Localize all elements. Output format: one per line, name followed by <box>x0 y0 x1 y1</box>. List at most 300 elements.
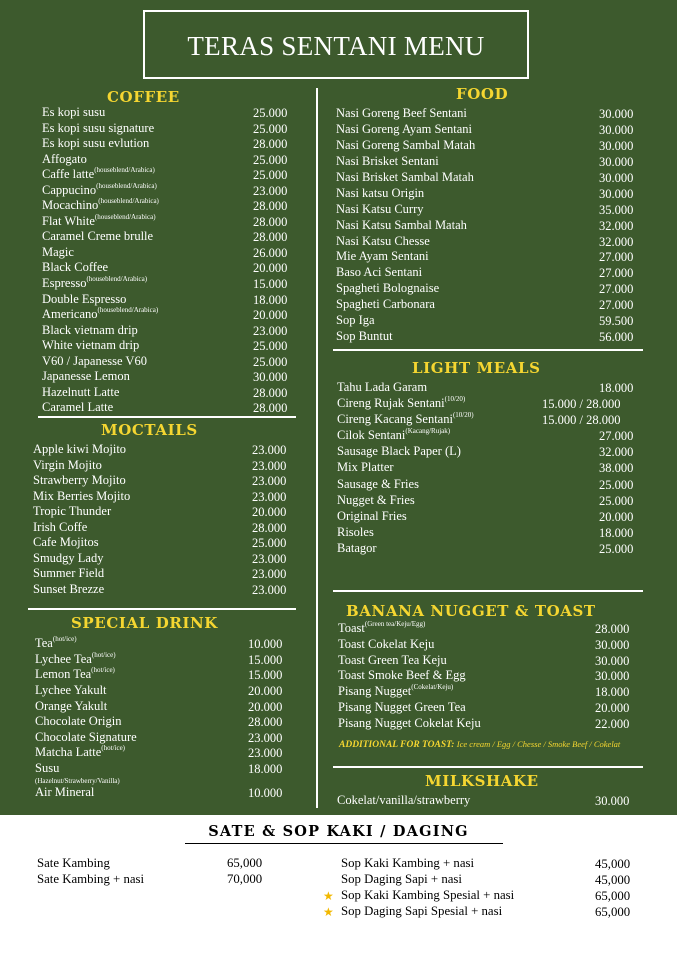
menu-item-price: 20.000 <box>253 308 288 323</box>
menu-item-price: 15.000 <box>248 668 283 683</box>
item-name-text: White vietnam drip <box>42 338 140 353</box>
item-name-text: Sunset Brezze <box>33 581 105 596</box>
item-name-text: Mocachino <box>42 198 99 213</box>
menu-item-price: 23.000 <box>248 730 283 745</box>
sop-item: Sop Kaki Kambing Spesial + nasi <box>341 888 515 902</box>
menu-item-name <box>337 508 407 524</box>
menu-item-name <box>35 636 77 652</box>
menu-item <box>337 459 644 475</box>
menu-item-name <box>42 292 126 308</box>
menu-item <box>337 443 644 459</box>
menu-item <box>336 281 644 297</box>
menu-item <box>33 566 296 582</box>
menu-item <box>42 183 296 199</box>
menu-item-price: 25.000 <box>253 152 288 167</box>
special-drink-list <box>35 636 296 800</box>
item-name-text: Cireng Rujak Sentani <box>337 396 445 411</box>
menu-item-price: 35.000 <box>599 202 634 217</box>
item-name-text: Affogato <box>42 151 87 166</box>
menu-item-note: (hot/ice) <box>101 744 126 753</box>
menu-item-price: 25.000 <box>253 121 288 136</box>
item-name-text: Mie Ayam Sentani <box>336 249 429 264</box>
menu-item-name <box>42 105 105 121</box>
item-name-text: Baso Aci Sentani <box>336 265 423 280</box>
menu-item-name <box>337 492 415 508</box>
menu-item-price: 18.000 <box>599 525 634 540</box>
menu-item-name <box>337 524 374 540</box>
section-divider <box>333 349 643 351</box>
menu-item-price: 30.000 <box>253 370 288 385</box>
menu-item-name <box>337 476 419 492</box>
item-name-text: Smudgy Lady <box>33 550 104 565</box>
item-name-text: Orange Yakult <box>35 698 108 713</box>
menu-item-name <box>336 249 429 265</box>
menu-item-price: 15.000 / 28.000 <box>542 397 621 412</box>
menu-item <box>35 636 296 652</box>
column-divider <box>316 88 318 808</box>
menu-item-name <box>42 260 108 276</box>
light-meals-heading: LIGHT MEALS <box>412 359 541 377</box>
item-name-text: Apple kiwi Mojito <box>33 442 127 456</box>
food-heading: FOOD <box>456 85 509 103</box>
menu-item-price: 20.000 <box>253 261 288 276</box>
menu-item-name <box>338 684 453 700</box>
menu-item-note: (hot/ice) <box>91 666 115 675</box>
menu-item-name <box>336 234 430 250</box>
item-name-text: Matcha Latte <box>35 745 102 760</box>
menu-item <box>35 785 296 801</box>
menu-item-price: 20.000 <box>252 505 287 520</box>
menu-item-name <box>337 459 394 475</box>
menu-item <box>336 202 644 218</box>
item-name-text: Caramel Latte <box>42 400 114 415</box>
menu-item <box>42 276 296 292</box>
menu-item-name <box>42 385 119 401</box>
item-name-text: Toast Green Tea Keju <box>338 652 447 667</box>
menu-item-price: 27.000 <box>599 266 634 281</box>
sate-price: 70,000 <box>227 872 263 886</box>
menu-item-name <box>337 379 427 395</box>
menu-item-price: 28.000 <box>253 385 288 400</box>
menu-item <box>338 653 644 669</box>
menu-item <box>33 458 296 474</box>
menu-item-name <box>35 667 115 683</box>
menu-item-name <box>336 138 475 154</box>
menu-item-name <box>336 106 467 122</box>
menu-item-name <box>42 183 157 199</box>
menu-item-note: (10/20) <box>452 411 474 420</box>
sate-item: Sate Kambing + nasi <box>37 872 145 886</box>
menu-item-price: 20.000 <box>248 683 283 698</box>
item-name-text: Nasi Katsu Curry <box>336 201 424 216</box>
menu-item-name <box>337 793 470 809</box>
item-name-text: Cilok Sentani <box>337 428 406 443</box>
menu-item <box>35 745 296 761</box>
menu-item-note: (Kacang/Rujak) <box>405 427 451 436</box>
sop-price: 45,000 <box>595 873 631 887</box>
menu-item-note: (10/20) <box>444 395 466 404</box>
menu-item <box>337 524 644 540</box>
menu-item-name <box>33 535 99 551</box>
menu-item-name <box>42 354 147 370</box>
item-name-text: Sausage & Fries <box>337 476 419 491</box>
menu-item-name <box>338 716 481 732</box>
menu-item-name <box>337 427 450 443</box>
menu-item <box>33 489 296 505</box>
menu-item <box>42 260 296 276</box>
menu-item <box>336 313 644 329</box>
sop-item: Sop Daging Sapi Spesial + nasi <box>341 904 503 918</box>
item-name-text: Es kopi susu <box>42 105 106 119</box>
menu-item <box>35 730 296 746</box>
menu-item-name <box>42 229 153 245</box>
item-name-text: Nasi Brisket Sambal Matah <box>336 169 474 184</box>
menu-item-price: 30.000 <box>595 653 630 668</box>
menu-item-name <box>35 652 116 668</box>
menu-item-name <box>35 785 94 801</box>
item-name-text: Cappucino <box>42 182 97 197</box>
menu-item <box>42 245 296 261</box>
item-name-text: Black Coffee <box>42 260 109 275</box>
menu-item-name <box>337 411 474 427</box>
menu-item-price: 30.000 <box>595 794 630 808</box>
item-name-text: Cafe Mojitos <box>33 535 99 550</box>
item-name-text: Mix Berries Mojito <box>33 488 131 503</box>
menu-item-price: 28.000 <box>595 622 630 636</box>
menu-item-price: 28.000 <box>253 214 288 229</box>
item-name-text: Nasi Katsu Chesse <box>336 233 430 248</box>
menu-item <box>337 508 644 524</box>
menu-item <box>33 535 296 551</box>
item-name-text: Double Espresso <box>42 291 127 306</box>
sate-item: Sate Kambing <box>37 856 110 870</box>
title-box <box>143 10 529 79</box>
menu-item-name <box>337 395 465 411</box>
menu-item <box>336 170 644 186</box>
star-icon: ★ <box>323 905 334 919</box>
menu-item <box>338 637 644 653</box>
item-name-text: Nasi Goreng Sambal Matah <box>336 137 476 152</box>
menu-item-name <box>35 745 125 761</box>
menu-item-note: (houseblend/Arabica) <box>94 212 156 221</box>
item-name-text: Flat White <box>42 213 95 228</box>
menu-item-name <box>42 323 138 339</box>
menu-item-name <box>33 551 103 567</box>
menu-item-name <box>336 218 467 234</box>
menu-item-name <box>42 369 130 385</box>
item-name-text: Caramel Creme brulle <box>42 229 154 244</box>
menu-item <box>336 138 644 154</box>
menu-item-price: 30.000 <box>599 170 634 185</box>
item-name-text: Tahu Lada Garam <box>337 380 428 394</box>
menu-item <box>336 265 644 281</box>
menu-item-name <box>338 700 466 716</box>
menu-item-price: 18.000 <box>253 292 288 307</box>
menu-item <box>337 492 644 508</box>
menu-item-name <box>42 245 74 261</box>
menu-item-price: 23.000 <box>252 443 287 457</box>
item-name-text: Caffe latte <box>42 167 95 182</box>
menu-item-price: 18.000 <box>248 762 283 777</box>
menu-item <box>33 520 296 536</box>
menu-item-price: 27.000 <box>599 282 634 297</box>
menu-item-price: 25.000 <box>253 354 288 369</box>
item-name-text: Sop Buntut <box>336 329 393 344</box>
menu-item-name <box>336 329 393 345</box>
section-divider <box>333 590 643 592</box>
menu-item-note: (houseblend/Arabica) <box>94 166 155 175</box>
menu-item-note: (houseblend/Arabica) <box>96 181 157 190</box>
item-name-text: Tropic Thunder <box>33 504 112 519</box>
menu-item-price: 26.000 <box>253 245 288 260</box>
additional-for-toast <box>339 738 639 751</box>
item-name-text: Americano <box>42 307 98 322</box>
menu-item-price: 38.000 <box>599 461 634 476</box>
menu-item-name <box>42 121 154 137</box>
menu-item-price: 25.000 <box>599 477 634 492</box>
menu-item <box>42 338 296 354</box>
menu-item <box>42 354 296 370</box>
item-name-text: Spagheti Carbonara <box>336 297 435 312</box>
menu-item <box>35 683 296 699</box>
sop-price: 65,000 <box>595 889 631 903</box>
item-name-text: V60 / Japanesse V60 <box>42 353 147 368</box>
menu-item <box>35 667 296 683</box>
menu-item-name <box>336 202 424 218</box>
menu-item <box>337 411 644 427</box>
menu-item-name <box>336 170 474 186</box>
menu-item-name <box>336 154 439 170</box>
menu-item-name <box>33 566 104 582</box>
menu-item-price: 25.000 <box>253 106 288 120</box>
menu-item-price: 30.000 <box>599 122 634 137</box>
item-name-text: Pisang Nugget Green Tea <box>338 699 466 714</box>
menu-item-price: 30.000 <box>599 138 634 153</box>
item-name-text: Chocolate Signature <box>35 729 137 744</box>
menu-item-name <box>33 458 102 474</box>
menu-item <box>337 379 644 395</box>
menu-item <box>337 476 644 492</box>
menu-item-name <box>338 668 466 684</box>
menu-item-price: 15.000 / 28.000 <box>542 413 621 428</box>
menu-item <box>35 761 296 777</box>
menu-item <box>336 297 644 313</box>
item-name-text: Pisang Nugget <box>338 684 412 699</box>
menu-item-name <box>336 122 472 138</box>
menu-item-price: 32.000 <box>599 445 634 460</box>
menu-item-name <box>337 540 377 556</box>
menu-item <box>33 582 296 598</box>
menu-item <box>336 234 644 250</box>
menu-item-price: 32.000 <box>599 234 634 249</box>
menu-item-name <box>42 338 139 354</box>
menu-item-price: 27.000 <box>599 298 634 313</box>
item-name-text: Nasi Katsu Sambal Matah <box>336 217 467 232</box>
item-name-text: Chocolate Origin <box>35 714 122 729</box>
menu-item-price: 23.000 <box>252 551 287 566</box>
menu-item-note: (Cokelat/Keju) <box>411 683 454 692</box>
menu-item-price: 10.000 <box>248 637 283 651</box>
menu-item-name <box>42 214 156 230</box>
menu-item <box>42 400 296 416</box>
menu-item <box>42 323 296 339</box>
menu-item-price: 23.000 <box>252 474 287 489</box>
menu-item-name <box>33 489 130 505</box>
menu-item <box>337 540 644 556</box>
menu-item <box>336 154 644 170</box>
menu-item <box>42 167 296 183</box>
menu-item <box>336 106 644 122</box>
item-name-text: Cokelat/vanilla/strawberry <box>337 793 471 807</box>
menu-item <box>336 329 644 345</box>
milkshake-list <box>337 793 644 809</box>
menu-item-name <box>33 504 111 520</box>
menu-item <box>336 186 644 202</box>
menu-item-name <box>42 136 149 152</box>
milkshake-heading: MILKSHAKE <box>425 772 539 790</box>
menu-item <box>42 385 296 401</box>
menu-item-name <box>35 683 107 699</box>
menu-item-note: (houseblend/Arabica) <box>97 306 159 315</box>
item-name-text: Sausage Black Paper (L) <box>337 444 461 459</box>
item-name-text: Lychee Yakult <box>35 682 107 697</box>
menu-item <box>336 122 644 138</box>
menu-item-price: 30.000 <box>599 186 634 201</box>
menu-item-price: 23.000 <box>253 183 288 198</box>
menu-item-name <box>35 761 59 777</box>
menu-item-note: (Green tea/Keju/Egg) <box>364 620 426 628</box>
sop-price: 45,000 <box>595 857 631 871</box>
banana-nugget-heading: BANANA NUGGET & TOAST <box>346 602 596 620</box>
menu-item-name <box>42 400 113 416</box>
menu-item-name <box>336 265 422 281</box>
item-name-text: Spagheti Bolognaise <box>336 281 440 296</box>
menu-item-price: 28.000 <box>253 137 288 152</box>
item-name-text: Virgin Mojito <box>33 457 102 472</box>
menu-item <box>35 699 296 715</box>
menu-item-name <box>338 621 425 637</box>
menu-item-price: 32.000 <box>599 218 634 233</box>
menu-item <box>42 105 296 121</box>
banana-nugget-list <box>338 621 644 732</box>
menu-item-price: 20.000 <box>595 700 630 715</box>
item-name-text: Toast <box>338 621 365 635</box>
menu-item-price: 23.000 <box>252 567 287 582</box>
menu-item-name <box>338 653 447 669</box>
item-name-text: Magic <box>42 244 74 259</box>
special-drink-heading: SPECIAL DRINK <box>71 614 218 632</box>
susu-note: (Hazelnut/Strawberry/Vanilla) <box>35 776 120 785</box>
menu-item <box>336 249 644 265</box>
menu-item-price: 30.000 <box>599 154 634 169</box>
section-divider <box>333 766 643 768</box>
item-name-text: Original Fries <box>337 508 407 523</box>
item-name-text: Susu <box>35 761 60 776</box>
item-name-text: Cireng Kacang Sentani <box>337 412 453 427</box>
menu-item-price: 23.000 <box>252 458 287 473</box>
menu-item <box>42 369 296 385</box>
menu-item-price: 59.500 <box>599 314 634 329</box>
menu-item-price: 25.000 <box>252 536 287 551</box>
star-icon: ★ <box>323 889 334 903</box>
item-name-text: Es kopi susu evlution <box>42 136 150 151</box>
item-name-text: Hazelnutt Latte <box>42 384 120 399</box>
menu-item-price: 27.000 <box>599 429 634 444</box>
menu-item-name <box>336 186 424 202</box>
menu-item-price: 30.000 <box>595 637 630 652</box>
item-name-text: Nasi Brisket Sentani <box>336 153 439 168</box>
item-name-text: Batagor <box>337 540 377 555</box>
item-name-text: Sop Iga <box>336 313 375 328</box>
menu-item-name <box>42 167 155 183</box>
sop-price: 65,000 <box>595 905 631 919</box>
menu-item <box>337 427 644 443</box>
menu-item-name <box>35 699 107 715</box>
menu-item-note: (houseblend/Arabica) <box>98 197 159 206</box>
menu-item-name <box>42 198 159 214</box>
menu-item-price: 23.000 <box>248 746 283 761</box>
menu-item-price: 28.000 <box>252 520 287 535</box>
menu-item-price: 28.000 <box>253 230 288 245</box>
additional-label: ADDITIONAL FOR TOAST: <box>339 740 455 750</box>
menu-item <box>42 214 296 230</box>
item-name-text: Nasi Goreng Beef Sentani <box>336 106 467 120</box>
menu-item-price: 23.000 <box>252 489 287 504</box>
menu-item-price: 25.000 <box>599 541 634 556</box>
menu-item-price: 20.000 <box>599 509 634 524</box>
menu-item-price: 18.000 <box>599 381 634 395</box>
menu-item <box>33 504 296 520</box>
menu-item <box>337 793 644 809</box>
item-name-text: Lychee Tea <box>35 651 92 666</box>
menu-item-note: (hot/ice) <box>91 650 116 659</box>
menu-item <box>35 714 296 730</box>
item-name-text: Espresso <box>42 276 87 291</box>
menu-item <box>336 218 644 234</box>
menu-item <box>42 229 296 245</box>
menu-item-price: 20.000 <box>248 699 283 714</box>
menu-item-price: 28.000 <box>253 199 288 214</box>
sate-heading: SATE & SOP KAKI / DAGING <box>208 823 469 840</box>
section-divider <box>28 608 296 610</box>
menu-item-price: 15.000 <box>253 277 288 292</box>
menu-item-name <box>336 297 435 313</box>
additional-items: Ice cream / Egg / Chesse / Smoke Beef / Cokelat <box>456 739 621 749</box>
menu-item-note: (houseblend/Arabica) <box>86 275 148 284</box>
menu-item-name <box>33 582 104 598</box>
item-name-text: Black vietnam drip <box>42 322 138 337</box>
item-name-text: Irish Coffe <box>33 519 88 534</box>
menu-item-price: 30.000 <box>595 669 630 684</box>
sop-item: Sop Daging Sapi + nasi <box>341 872 462 886</box>
menu-item <box>338 684 644 700</box>
menu-item-price: 27.000 <box>599 250 634 265</box>
menu-item <box>338 716 644 732</box>
menu-item-price: 25.000 <box>253 168 288 183</box>
item-name-text: Pisang Nugget Cokelat Keju <box>338 715 481 730</box>
food-list <box>336 106 644 345</box>
menu-item <box>42 198 296 214</box>
menu-item-name <box>42 152 87 168</box>
menu-item-price: 18.000 <box>595 685 630 700</box>
menu-item-name <box>42 276 147 292</box>
menu-item <box>35 652 296 668</box>
menu-item <box>42 152 296 168</box>
menu-item-name <box>336 281 439 297</box>
menu-item-name <box>35 714 121 730</box>
menu-item-name <box>33 520 87 536</box>
menu-item <box>33 551 296 567</box>
